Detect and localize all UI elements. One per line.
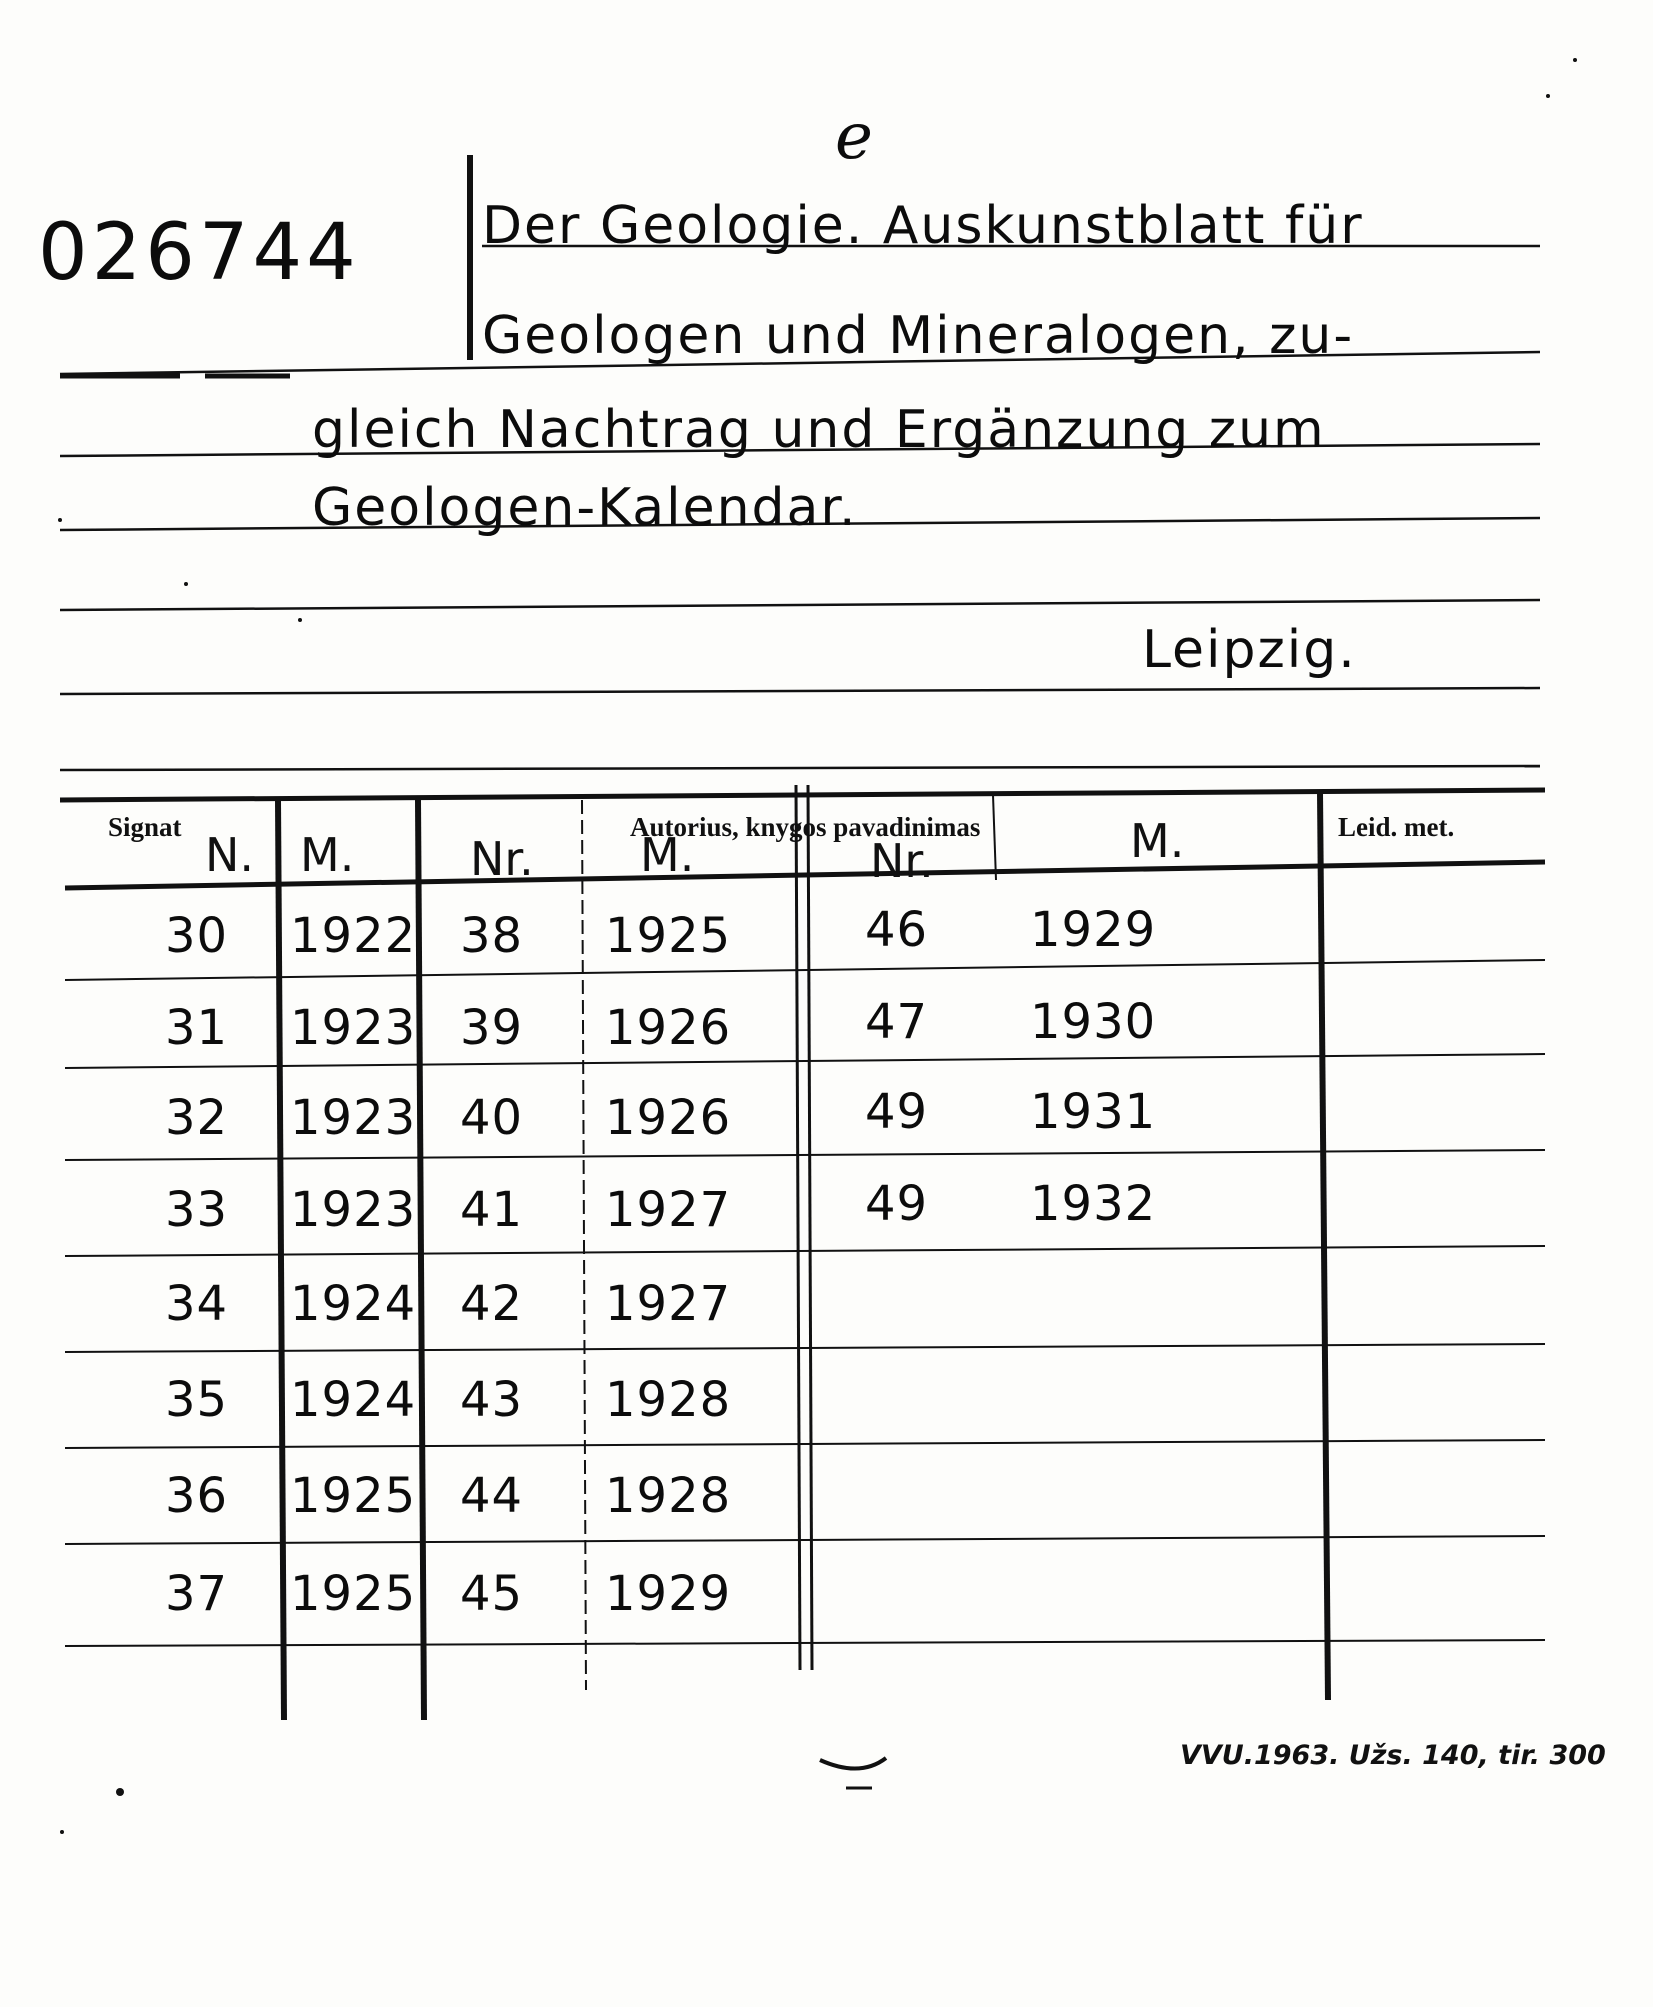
shelf-mark-letter: e — [835, 100, 875, 174]
issue-year-cell: 1927 — [605, 1182, 732, 1238]
issue-number-cell: 32 — [165, 1090, 229, 1146]
column-header-no: N. — [205, 828, 255, 882]
column-header-no: Nr. — [470, 832, 534, 886]
issue-number-cell: 45 — [460, 1566, 524, 1622]
issue-year-cell: 1926 — [605, 1090, 732, 1146]
issue-year-cell: 1926 — [605, 1000, 732, 1056]
header-signat: Signat — [108, 812, 182, 842]
bottom-flourish — [820, 1758, 886, 1769]
column-header-year: M. — [300, 828, 355, 882]
issue-number-cell: 42 — [460, 1276, 524, 1332]
issue-number-cell: 31 — [165, 1000, 229, 1056]
issue-number-cell: 49 — [865, 1176, 929, 1232]
title-line: Der Geologie. Auskunstblatt für — [482, 196, 1364, 256]
column-header-no: Nr. — [870, 834, 934, 888]
title-line: Geologen-Kalendar. — [312, 478, 858, 538]
issue-year-cell: 1923 — [290, 1090, 417, 1146]
issue-year-cell: 1924 — [290, 1276, 417, 1332]
title-line: gleich Nachtrag und Ergänzung zum — [312, 400, 1326, 460]
header-leid-met: Leid. met. — [1338, 812, 1455, 842]
column-header-year: M. — [1130, 814, 1185, 868]
publication-place: Leipzig. — [1142, 620, 1357, 680]
issue-number-cell: 40 — [460, 1090, 524, 1146]
issue-year-cell: 1922 — [290, 908, 417, 964]
issue-year-cell: 1925 — [290, 1566, 417, 1622]
issue-year-cell: 1925 — [605, 908, 732, 964]
issue-number-cell: 46 — [865, 902, 929, 958]
issue-year-cell: 1923 — [290, 1182, 417, 1238]
issue-number-cell: 34 — [165, 1276, 229, 1332]
issue-year-cell: 1927 — [605, 1276, 732, 1332]
issue-number-cell: 36 — [165, 1468, 229, 1524]
issue-number-cell: 33 — [165, 1182, 229, 1238]
issue-year-cell: 1928 — [605, 1468, 732, 1524]
issue-number-cell: 44 — [460, 1468, 524, 1524]
issue-number-cell: 47 — [865, 994, 929, 1050]
header-autorius: Autorius, knygos pavadinimas — [630, 812, 981, 842]
issue-year-cell: 1928 — [605, 1372, 732, 1428]
issue-year-cell: 1931 — [1030, 1084, 1157, 1140]
issue-year-cell: 1929 — [605, 1566, 732, 1622]
issue-year-cell: 1924 — [290, 1372, 417, 1428]
title-line: Geologen und Mineralogen, zu- — [482, 306, 1355, 366]
issue-year-cell: 1929 — [1030, 902, 1157, 958]
issue-year-cell: 1925 — [290, 1468, 417, 1524]
issue-number-cell: 43 — [460, 1372, 524, 1428]
issue-number-cell: 30 — [165, 908, 229, 964]
print-stamp: VVU.1963. Užs. 140, tir. 300 — [1180, 1740, 1606, 1771]
issue-number-cell: 35 — [165, 1372, 229, 1428]
column-header-year: M. — [640, 828, 695, 882]
issue-year-cell: 1930 — [1030, 994, 1157, 1050]
issue-number-cell: 41 — [460, 1182, 524, 1238]
issue-number-cell: 39 — [460, 1000, 524, 1056]
issue-number-cell: 49 — [865, 1084, 929, 1140]
issue-number-cell: 37 — [165, 1566, 229, 1622]
issue-year-cell: 1923 — [290, 1000, 417, 1056]
issue-year-cell: 1932 — [1030, 1176, 1157, 1232]
issue-number-cell: 38 — [460, 908, 524, 964]
inventory-number: 026744 — [38, 208, 360, 298]
